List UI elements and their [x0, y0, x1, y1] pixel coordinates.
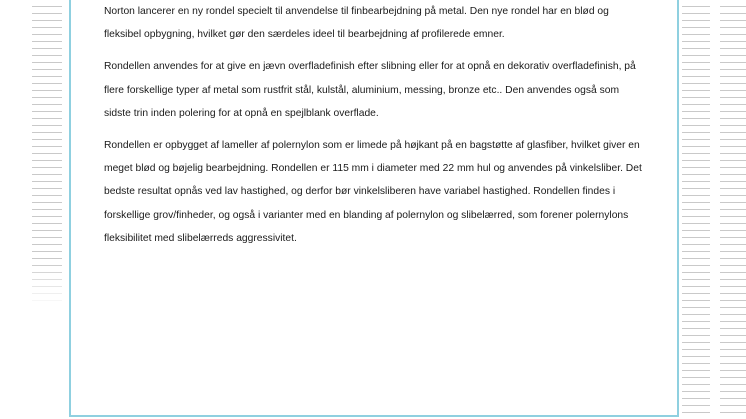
paragraph-usage: Rondellen anvendes for at give en jævn overfladefinish efter slibning eller for at opnå en dekorativ overfladefinish, på flere forskellige typer af metal som rustfrit stål, kulstål, aluminium, messing, bronze etc.. Den anvendes også som sidste trin inden polering for at opnå en spejlblank overflade.: [104, 61, 636, 119]
left-ruled-margin-fade: [32, 262, 62, 312]
document-body: [104, 0, 644, 259]
right-ruled-margin: [682, 0, 710, 419]
paragraph-construction: Rondellen er opbygget af lameller af polernylon som er limede på højkant på en bagstøtte af glasfiber, hvilket giver en meget blød og bøjelig bearbejdning. Rondellen er 115 mm i diameter med 22 mm hul og anvendes på vinkelsliber. Det bedste resultat opnås ved lav hastighed, og derfor bør vinkelsliberen have variabel hastighed. Rondellen findes i forskellige grov/finheder, og også i varianter med en blanding af polernylon og slibelærred, som forener polernylons fleksibilitet med slibelærreds aggressivitet.: [104, 140, 642, 244]
paragraph-intro: Norton lancerer en ny rondel specielt til anvendelse til finbearbejdning på metal. Den nye rondel har en blød og fleksibel opbygning, hvilket gør den særdeles ideel til bearbejdning af profilerede emner.: [104, 6, 609, 41]
far-right-ruled-margin: [720, 0, 746, 419]
